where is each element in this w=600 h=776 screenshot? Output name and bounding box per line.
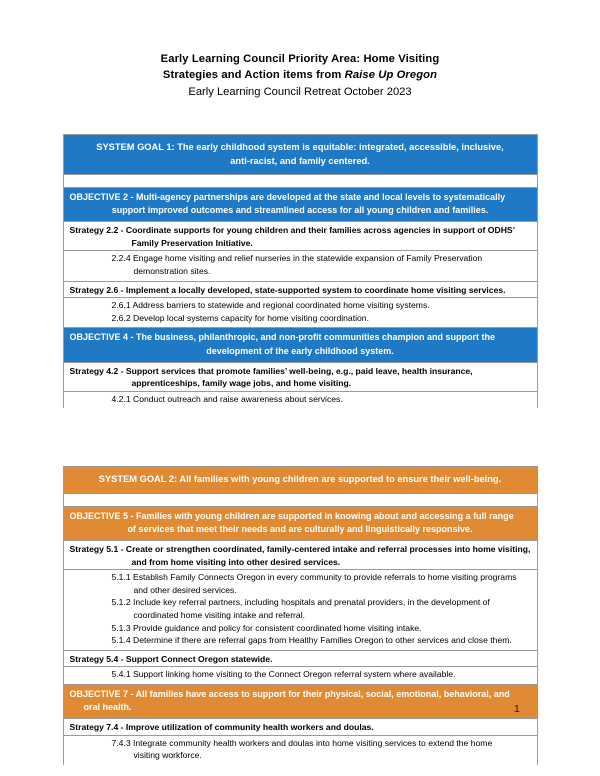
- action-item-7-4-3: [63, 735, 537, 765]
- objective-5-banner-line-2: of services that meet their needs and are culturally and linguistically responsive.: [127, 524, 473, 535]
- strategy-2-6-line-1: Strategy 2.6 - Implement a locally developed, state-supported system to coordinate home visiting services.: [69, 284, 506, 295]
- action-items-2-6: [63, 298, 537, 328]
- action-item-5-1-3: 5.1.3 Provide guidance and policy for consistent coordinated home visiting intake.: [111, 622, 422, 633]
- strategy-5-1-row: [63, 540, 537, 569]
- strategy-4-2: [63, 362, 537, 391]
- action-item-7-4-3-line-1: 7.4.3 Integrate community health workers and doulas into home visiting services to extend the home: [111, 737, 493, 748]
- goal-1-spacer-cell: [63, 174, 537, 187]
- action-item-2-2-4: [63, 251, 537, 281]
- page-title-line-1: Early Learning Council Priority Area: Home Visiting: [160, 53, 440, 65]
- action-items-5-1: [63, 570, 537, 651]
- strategy-5-1: [63, 540, 537, 569]
- strategy-4-2-row: [63, 362, 537, 391]
- strategy-4-2-line-1: Strategy 4.2 - Support services that promote families’ well-being, e.g., paid leave, health insurance,: [69, 365, 473, 376]
- page-title-line-2: [0, 68, 600, 84]
- objective-7-banner-row: [63, 684, 537, 718]
- goal-2-spacer-cell: [63, 493, 537, 506]
- action-item-5-1-2-line-1: 5.1.2 Include key referral partners, including hospitals and prenatal providers, in the development of: [111, 597, 490, 608]
- strategy-5-1-line-1: Strategy 5.1 - Create or strengthen coordinated, family-centered intake and referral processes into home visiting,: [69, 543, 531, 554]
- strategy-5-4-line-1: Strategy 5.4 - Support Connect Oregon statewide.: [69, 653, 273, 664]
- action-item-2-2-4-line-2: demonstration sites.: [133, 266, 211, 276]
- strategy-2-2-row: [63, 222, 537, 251]
- goal-1-table: [63, 134, 538, 409]
- goal-1-banner-row: [63, 134, 537, 174]
- goal-2-banner: [63, 467, 537, 493]
- page-subtitle: Early Learning Council Retreat October 2023: [188, 86, 412, 98]
- action-item-2-6-2: 2.6.2 Develop local systems capacity for home visiting coordination.: [111, 312, 369, 323]
- strategy-5-1-line-2: and from home visiting into other desired services.: [131, 556, 341, 567]
- goal-2-spacer-row: [63, 493, 537, 506]
- action-item-4-2-1: [63, 391, 537, 408]
- actions-5-1-row: [63, 570, 537, 651]
- strategy-2-2-line-2: Family Preservation Initiative.: [131, 237, 253, 248]
- objective-2-banner-line-2: support improved outcomes and streamlined access for all young children and families.: [111, 205, 489, 216]
- action-item-2-2-4-line-1: 2.2.4 Engage home visiting and relief nurseries in the statewide expansion of Family Preservation: [111, 253, 483, 264]
- action-5-4-1-row: [63, 667, 537, 685]
- action-item-4-2-1-line-1: 4.2.1 Conduct outreach and raise awareness about services.: [111, 393, 343, 404]
- action-item-5-4-1: [63, 667, 537, 685]
- page-title-line-2-italic: Raise Up Oregon: [344, 68, 438, 81]
- strategy-2-6: [63, 281, 537, 298]
- action-item-7-4-3-line-2: visiting workforce.: [133, 750, 202, 761]
- strategy-5-4: [63, 650, 537, 667]
- objective-7-banner-line-2: oral health.: [83, 702, 132, 713]
- objective-7-banner-line-1: OBJECTIVE 7 - All families have access to support for their physical, social, emotional, behavioral, and: [69, 688, 510, 699]
- objective-5-banner-line-1: OBJECTIVE 5 - Families with young children are supported in knowing about and accessing a full range: [69, 510, 514, 521]
- action-item-5-4-1-line-1: 5.4.1 Support linking home visiting to the Connect Oregon referral system where available.: [111, 669, 456, 680]
- page-number: 1: [514, 703, 520, 715]
- objective-4-banner-row: [63, 328, 537, 362]
- strategy-4-2-line-2: apprenticeships, family wage jobs, and home visiting.: [131, 378, 352, 389]
- objective-2-banner-row: [63, 187, 537, 221]
- strategy-7-4-line-1: Strategy 7.4 - Improve utilization of community health workers and doulas.: [69, 722, 374, 733]
- action-4-2-1-row: [63, 391, 537, 408]
- action-item-5-1-1-line-1: 5.1.1 Establish Family Connects Oregon in every community to provide referrals to home visiting programs: [111, 572, 517, 583]
- document-title-block: [0, 0, 600, 101]
- action-7-4-3-row: [63, 735, 537, 765]
- objective-2-banner: [63, 187, 537, 221]
- objective-4-banner-line-1: OBJECTIVE 4 - The business, philanthropic, and non-profit communities champion and support the: [69, 332, 496, 343]
- objective-2-banner-line-1: OBJECTIVE 2 - Multi-agency partnerships are developed at the state and local levels to systematically: [69, 191, 506, 202]
- goal-2-banner-row: [63, 467, 537, 493]
- objective-5-banner-row: [63, 506, 537, 540]
- page-title-line-2-prefix: Strategies and Action items from: [162, 68, 345, 81]
- goal-1-banner-line-1: SYSTEM GOAL 1: The early childhood system is equitable: integrated, accessible, inclusive,: [96, 141, 504, 152]
- goal-1-banner-line-2: anti-racist, and family centered.: [230, 155, 370, 166]
- strategy-5-4-row: [63, 650, 537, 667]
- objective-4-banner-line-2: development of the early childhood system.: [206, 345, 394, 356]
- action-item-5-1-4: 5.1.4 Determine if there are referral gaps from Healthy Families Oregon to other services and close them.: [111, 635, 512, 646]
- strategy-7-4-row: [63, 719, 537, 736]
- goal-2-table: [63, 466, 538, 765]
- action-item-2-6-1: 2.6.1 Address barriers to statewide and regional coordinated home visiting systems.: [111, 300, 430, 311]
- goal-1-banner: [63, 134, 537, 174]
- objective-7-banner: [63, 684, 537, 718]
- action-item-5-1-2-line-2: coordinated home visiting intake and referral.: [133, 609, 305, 620]
- actions-2-6-row: [63, 298, 537, 328]
- goal-1-spacer-row: [63, 174, 537, 187]
- goal-2-banner-line-1: SYSTEM GOAL 2: All families with young children are supported to ensure their well-being.: [98, 474, 502, 485]
- strategy-7-4: [63, 719, 537, 736]
- strategy-2-2-line-1: Strategy 2.2 - Coordinate supports for young children and their families across agencies in support of ODHS’: [69, 225, 516, 236]
- action-2-2-4-row: [63, 251, 537, 281]
- objective-4-banner: [63, 328, 537, 362]
- strategy-2-2: [63, 222, 537, 251]
- objective-5-banner: [63, 506, 537, 540]
- strategy-2-6-row: [63, 281, 537, 298]
- action-item-5-1-1-line-2: and other desired services.: [133, 584, 237, 595]
